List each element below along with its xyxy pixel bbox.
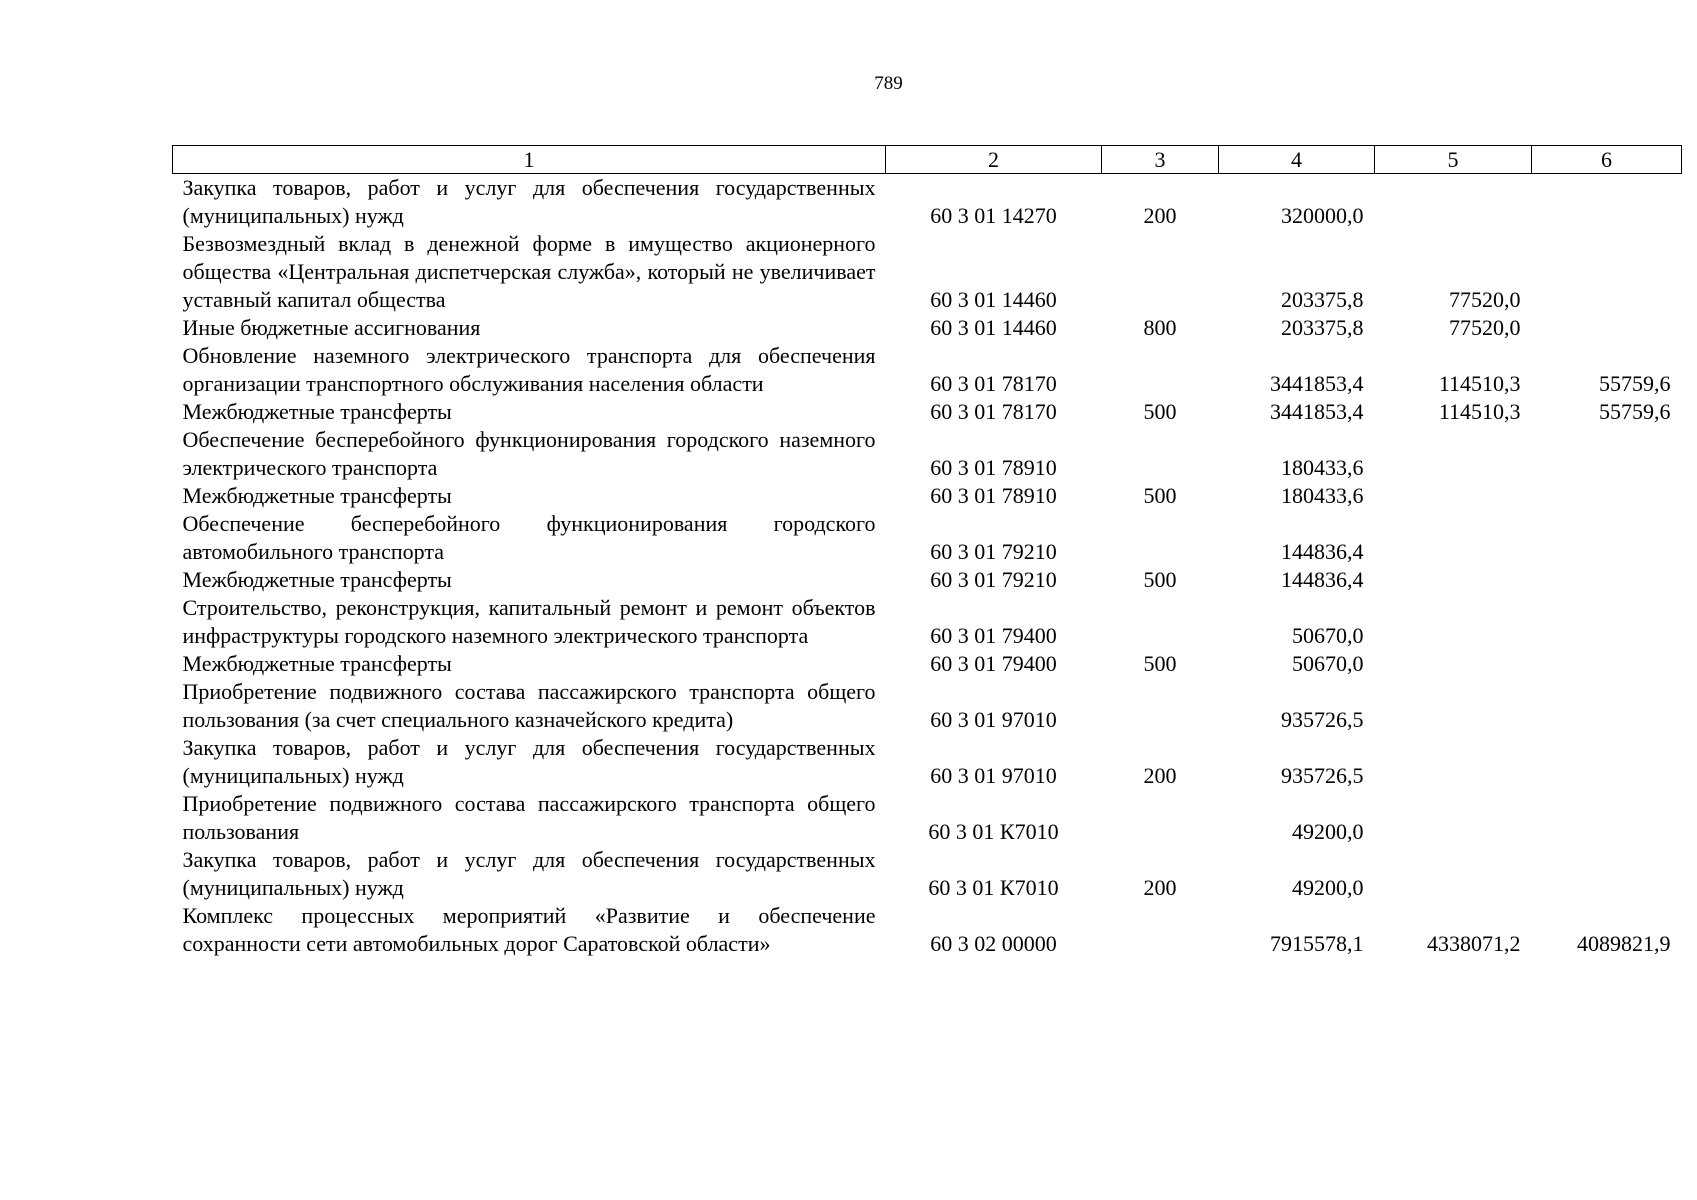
expense-type-code [1102,902,1219,958]
item-name: Межбюджетные трансферты [182,651,452,676]
header-row [173,146,1682,174]
column-header-1: 1 [173,146,886,174]
table-header [173,146,1682,174]
amount-column-5 [1375,482,1532,510]
amount-column-5: 77520,0 [1449,287,1521,312]
amount-column-6 [1532,482,1682,510]
amount-column-4: 50670,0 [1292,651,1364,676]
item-name: Приобретение подвижного состава пассажирского транспорта общего пользования (за счет специального казначейского кредита) [182,679,876,732]
item-name: Закупка товаров, работ и услуг для обеспечения государственных (муниципальных) нужд [182,847,876,900]
target-article-code: 60 3 01 97010 [930,763,1057,788]
table-body [173,174,1682,959]
table-row [173,482,1682,510]
target-article-code: 60 3 01 79210 [930,539,1057,564]
amount-column-5 [1375,510,1532,566]
amount-column-5 [1375,426,1532,482]
expense-type-code: 200 [1143,203,1177,228]
item-name: Закупка товаров, работ и услуг для обеспечения государственных (муниципальных) нужд [182,175,876,228]
column-header-4: 4 [1219,146,1375,174]
target-article-code: 60 3 01 78170 [930,399,1057,424]
item-name: Межбюджетные трансферты [182,399,452,424]
expense-type-code [1102,230,1219,314]
item-name: Приобретение подвижного состава пассажирского транспорта общего пользования [182,791,876,844]
expense-type-code: 800 [1143,315,1177,340]
expense-type-code [1102,342,1219,398]
column-header-5: 5 [1375,146,1532,174]
target-article-code: 60 3 01 14460 [930,315,1057,340]
target-article-code: 60 3 01 79210 [930,567,1057,592]
amount-column-5 [1375,594,1532,650]
table-row [173,678,1682,734]
page-number: 789 [874,73,903,94]
expense-type-code: 500 [1143,567,1177,592]
table-row [173,594,1682,650]
item-name: Безвозмездный вклад в денежной форме в имущество акционерного общества «Центральная диспетчерская служба», который не увеличивает уставный капитал общества [182,231,876,312]
item-name: Иные бюджетные ассигнования [182,315,481,340]
amount-column-4: 144836,4 [1281,567,1364,592]
table-row [173,398,1682,426]
amount-column-5 [1375,174,1532,231]
table-row [173,734,1682,790]
target-article-code: 60 3 01 К7010 [928,875,1059,900]
table-row [173,902,1682,958]
item-name: Закупка товаров, работ и услуг для обеспечения государственных (муниципальных) нужд [182,735,876,788]
expense-type-code [1102,594,1219,650]
column-header-3: 3 [1102,146,1219,174]
target-article-code: 60 3 01 79400 [930,651,1057,676]
amount-column-5 [1375,678,1532,734]
amount-column-6: 55759,6 [1599,399,1671,424]
amount-column-6 [1532,846,1682,902]
amount-column-4: 3441853,4 [1270,399,1364,424]
amount-column-6: 55759,6 [1599,371,1671,396]
table-row [173,174,1682,231]
target-article-code: 60 3 01 78170 [930,371,1057,396]
item-name: Строительство, реконструкция, капитальный ремонт и ремонт объектов инфраструктуры городского наземного электрического транспорта [182,595,876,648]
column-header-2: 2 [886,146,1102,174]
expense-type-code [1102,790,1219,846]
amount-column-4: 203375,8 [1281,315,1364,340]
amount-column-6 [1532,650,1682,678]
expense-type-code: 500 [1143,399,1177,424]
item-name: Межбюджетные трансферты [182,483,452,508]
amount-column-6 [1532,174,1682,231]
amount-column-6 [1532,594,1682,650]
column-header-6: 6 [1532,146,1682,174]
expense-type-code: 500 [1143,483,1177,508]
target-article-code: 60 3 01 К7010 [928,819,1059,844]
expense-type-code [1102,426,1219,482]
target-article-code: 60 3 01 78910 [930,483,1057,508]
amount-column-4: 49200,0 [1292,819,1364,844]
amount-column-5: 4338071,2 [1427,931,1521,956]
target-article-code: 60 3 01 97010 [930,707,1057,732]
item-name: Межбюджетные трансферты [182,567,452,592]
item-name: Обновление наземного электрического транспорта для обеспечения организации транспортного обслуживания населения области [182,343,876,396]
table-row [173,790,1682,846]
amount-column-4: 7915578,1 [1270,931,1364,956]
amount-column-4: 180433,6 [1281,455,1364,480]
amount-column-4: 935726,5 [1281,763,1364,788]
amount-column-4: 935726,5 [1281,707,1364,732]
amount-column-6 [1532,790,1682,846]
expense-type-code [1102,678,1219,734]
amount-column-6 [1532,566,1682,594]
amount-column-5: 114510,3 [1438,371,1521,396]
amount-column-4: 320000,0 [1281,203,1364,228]
amount-column-4: 144836,4 [1281,539,1364,564]
table-row [173,426,1682,482]
expense-type-code: 200 [1143,875,1177,900]
target-article-code: 60 3 01 14460 [930,287,1057,312]
amount-column-4: 180433,6 [1281,483,1364,508]
amount-column-4: 203375,8 [1281,287,1364,312]
amount-column-4: 50670,0 [1292,623,1364,648]
table-row [173,230,1682,314]
amount-column-5: 77520,0 [1449,315,1521,340]
table-row [173,510,1682,566]
amount-column-4: 3441853,4 [1270,371,1364,396]
amount-column-5 [1375,566,1532,594]
table-row [173,342,1682,398]
item-name: Обеспечение бесперебойного функционирования городского автомобильного транспорта [182,511,876,564]
expense-type-code: 200 [1143,763,1177,788]
target-article-code: 60 3 01 79400 [930,623,1057,648]
amount-column-4: 49200,0 [1292,875,1364,900]
expense-type-code: 500 [1143,651,1177,676]
target-article-code: 60 3 01 14270 [930,203,1057,228]
amount-column-5 [1375,846,1532,902]
amount-column-6 [1532,510,1682,566]
target-article-code: 60 3 02 00000 [930,931,1057,956]
item-name: Комплекс процессных мероприятий «Развитие и обеспечение сохранности сети автомобильных дорог Саратовской области» [182,903,876,956]
table-row [173,314,1682,342]
amount-column-6 [1532,678,1682,734]
amount-column-6 [1532,426,1682,482]
amount-column-5 [1375,650,1532,678]
amount-column-6 [1532,314,1682,342]
item-name: Обеспечение бесперебойного функционирования городского наземного электрического транспорта [182,427,876,480]
amount-column-5 [1375,790,1532,846]
amount-column-6: 4089821,9 [1577,931,1671,956]
table-row [173,846,1682,902]
target-article-code: 60 3 01 78910 [930,455,1057,480]
expense-type-code [1102,510,1219,566]
budget-table [172,145,1682,958]
table-row [173,650,1682,678]
amount-column-6 [1532,230,1682,314]
table-row [173,566,1682,594]
amount-column-6 [1532,734,1682,790]
amount-column-5 [1375,734,1532,790]
amount-column-5: 114510,3 [1438,399,1521,424]
